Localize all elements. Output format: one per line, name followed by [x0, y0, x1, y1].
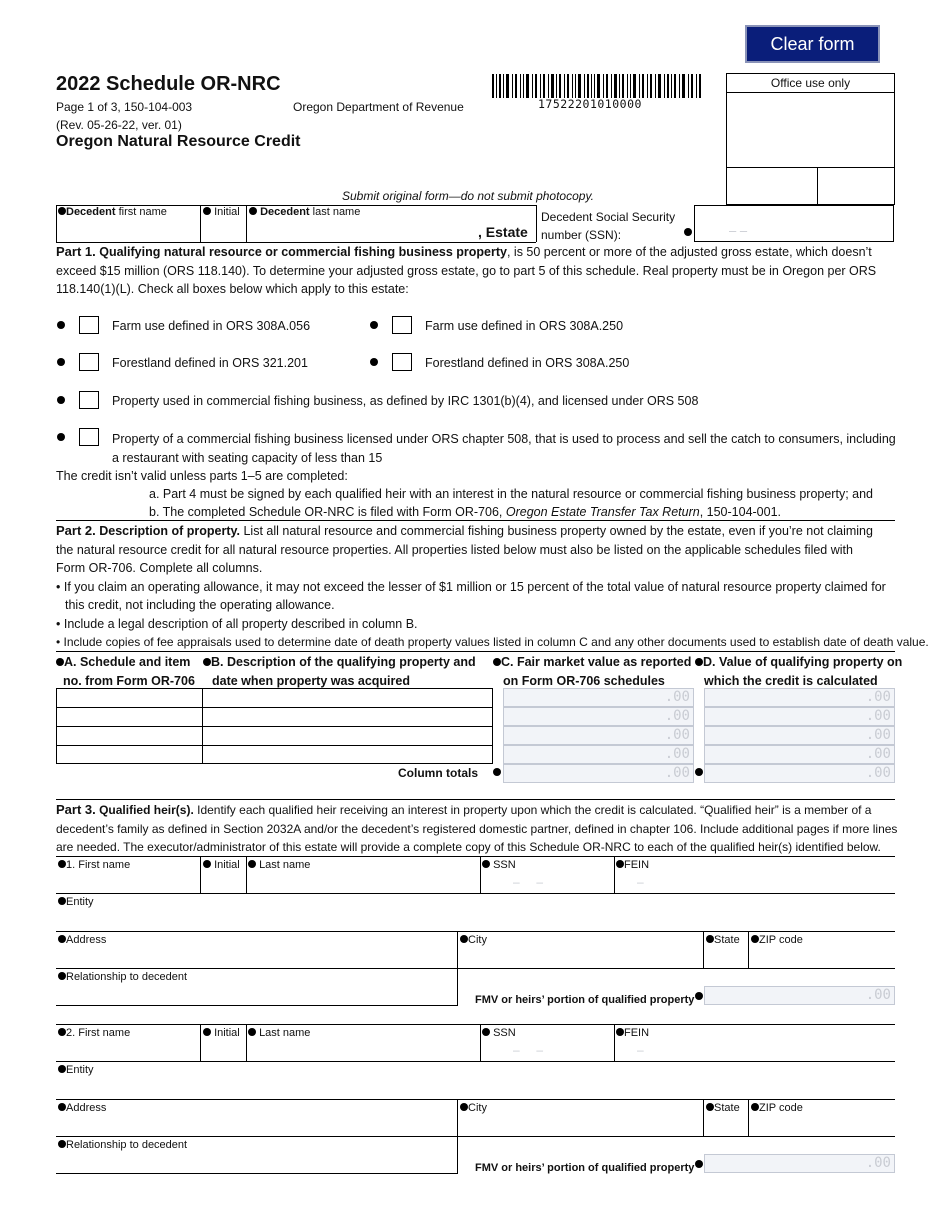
row4-description-input[interactable]: [203, 746, 492, 763]
heir-2-fein-input[interactable]: –: [637, 1043, 644, 1057]
row3-description-input[interactable]: [203, 727, 492, 745]
option-farm-308a056: Farm use defined in ORS 308A.056: [112, 319, 311, 333]
heir-2-last-name-label: Last name: [248, 1027, 310, 1039]
decedent-first-name-label: Decedent first name: [58, 206, 167, 218]
heir-1-entity-input[interactable]: [57, 909, 894, 929]
heir-2-address-label: Address: [58, 1102, 106, 1114]
col-a-header: A. Schedule and item no. from Form OR-706: [56, 653, 195, 691]
office-use-box: [726, 73, 895, 205]
office-use-label: Office use only: [727, 74, 894, 93]
heir-1-fein-input[interactable]: –: [637, 875, 644, 889]
heir-1-fmv-input[interactable]: .00: [704, 986, 895, 1005]
heir-1-city-input[interactable]: [458, 947, 702, 967]
barcode-number: 17522201010000: [538, 97, 642, 111]
heir-2-first-name-input[interactable]: [57, 1040, 199, 1060]
row2-schedule-input[interactable]: [57, 708, 202, 726]
row3-schedule-input[interactable]: [57, 727, 202, 745]
heir-1-address-input[interactable]: [57, 947, 456, 967]
checkbox-fishing-processing[interactable]: [79, 428, 99, 446]
row4-schedule-input[interactable]: [57, 746, 202, 763]
condition-b: b. The completed Schedule OR-NRC is filed with Form OR-706, Oregon Estate Transfer Tax Return, 150-104-001.: [149, 505, 782, 519]
heir-1-fmv-label: FMV or heirs’ portion of qualified property: [475, 994, 695, 1006]
heir-2-last-name-input[interactable]: [247, 1040, 479, 1060]
heir-2-state-input[interactable]: [704, 1115, 747, 1135]
column-totals-label: Column totals: [398, 766, 478, 780]
heir-2-zip-label: ZIP code: [751, 1102, 803, 1114]
row1-fmv-input[interactable]: .00: [503, 688, 694, 707]
decedent-ssn-label: Decedent Social Security number (SSN):: [541, 210, 676, 242]
clear-form-label: Clear form: [770, 34, 855, 54]
heir-2-first-name-label: 2. First name: [58, 1027, 130, 1039]
heir-2-entity-input[interactable]: [57, 1077, 894, 1097]
estate-label: , Estate: [478, 224, 528, 240]
col-b-header: B. Description of the qualifying property and date when property was acquired: [203, 653, 476, 691]
checkbox-farm-308a250[interactable]: [392, 316, 412, 334]
heir-2-fein-label: FEIN: [616, 1027, 649, 1039]
part3-intro: Part 3. Qualified heir(s). Identify each qualified heir receiving an interest in property upon which the credit is calculated. “Qualified heir” is a member of a decedent’s family as defined in Section 2032A and/or the decedent’s registered domestic partner, defined in chapter 106. Include additional pages if more lines are needed. The executor/administrator of this estate will provide a complete copy of this Schedule OR-NRC to each of the qualified heir(s) identified below.: [56, 802, 898, 854]
option-farm-308a250: Farm use defined in ORS 308A.250: [425, 319, 624, 333]
decedent-initial-input[interactable]: [201, 220, 245, 241]
row3-fmv-input[interactable]: .00: [503, 726, 694, 745]
heir-2-city-label: City: [460, 1102, 487, 1114]
col-c-header: C. Fair market value as reported on Form OR-706 schedules: [493, 653, 691, 691]
heir-2-initial-input[interactable]: [201, 1040, 245, 1060]
heir-2-relationship-input[interactable]: [57, 1152, 456, 1172]
checkbox-farm-308a056[interactable]: [79, 316, 99, 334]
heir-2-entity-label: Entity: [58, 1064, 94, 1076]
option-forest-321201: Forestland defined in ORS 321.201: [112, 356, 308, 370]
heir-1-zip-input[interactable]: [749, 947, 894, 967]
row1-description-input[interactable]: [203, 689, 492, 707]
row1-schedule-input[interactable]: [57, 689, 202, 707]
heir-2-state-label: State: [706, 1102, 740, 1114]
heir-2-fmv-input[interactable]: .00: [704, 1154, 895, 1173]
row2-qualifying-value-input[interactable]: .00: [704, 707, 895, 726]
decedent-last-name-input[interactable]: [247, 220, 475, 241]
heir-1-first-name-input[interactable]: [57, 872, 199, 892]
heir-2-ssn-label: SSN: [482, 1027, 516, 1039]
heir-2-city-input[interactable]: [458, 1115, 702, 1135]
heir-1-state-label: State: [706, 934, 740, 946]
page-info: Page 1 of 3, 150-104-003: [56, 100, 193, 114]
heir-1-ssn-label: SSN: [482, 859, 516, 871]
heir-1-zip-label: ZIP code: [751, 934, 803, 946]
heir-2-address-input[interactable]: [57, 1115, 456, 1135]
heir-1-block: [0, 856, 950, 1006]
clear-form-button[interactable]: [745, 25, 880, 63]
validity-note: The credit isn’t valid unless parts 1–5 are completed:: [56, 469, 348, 483]
heir-2-ssn-input[interactable]: – –: [513, 1043, 544, 1057]
heir-1-initial-input[interactable]: [201, 872, 245, 892]
submit-note: Submit original form—do not submit photocopy.: [342, 189, 594, 203]
row2-description-input[interactable]: [203, 708, 492, 726]
heir-1-ssn-input[interactable]: – –: [513, 875, 544, 889]
heir-1-initial-label: Initial: [203, 859, 240, 871]
heir-1-first-name-label: 1. First name: [58, 859, 130, 871]
option-fishing-processing: Property of a commercial fishing business licensed under ORS chapter 508, that is used to process and sell the catch to consumers, including a restaurant with seating capacity of less than 15: [112, 432, 896, 465]
total-qualifying-value-input[interactable]: .00: [704, 764, 895, 783]
heir-1-last-name-label: Last name: [248, 859, 310, 871]
form-subtitle: Oregon Natural Resource Credit: [56, 133, 301, 150]
heir-1-relationship-label: Relationship to decedent: [58, 971, 187, 983]
row4-qualifying-value-input[interactable]: .00: [704, 745, 895, 764]
row3-qualifying-value-input[interactable]: .00: [704, 726, 895, 745]
form-title: 2022 Schedule OR-NRC: [56, 73, 281, 95]
revision: (Rev. 05-26-22, ver. 01): [56, 118, 182, 132]
checkbox-fishing-business[interactable]: [79, 391, 99, 409]
heir-1-state-input[interactable]: [704, 947, 747, 967]
heir-2-relationship-label: Relationship to decedent: [58, 1139, 187, 1151]
total-fmv-input[interactable]: .00: [503, 764, 694, 783]
heir-2-block: [0, 1024, 950, 1174]
heir-2-initial-label: Initial: [203, 1027, 240, 1039]
part2-intro: Part 2. Description of property. List all natural resource and commercial fishing business property owned by the estate, even if you’re not claiming the natural resource credit for all natural resource properties. All properties listed below must also be listed on the applicable schedules filed with Form OR-706. Complete all columns. • If you claim an operating allowance, it may not exceed the lesser of $1 million or 15 percent of the total value of natural resource property claimed for this credit, not including the operating allowance. • Include a legal description of all property described in column B. • Include copies of fee appraisals used to determine date of death property values listed in column C and any other documents used to establish date of death value.: [56, 523, 929, 649]
row2-fmv-input[interactable]: .00: [503, 707, 694, 726]
decedent-initial-label: Initial: [203, 206, 240, 218]
condition-a: a. Part 4 must be signed by each qualified heir with an interest in the natural resource or commercial fishing business property; and: [149, 487, 873, 501]
decedent-ssn-input[interactable]: [694, 205, 894, 242]
checkbox-forest-308a250[interactable]: [392, 353, 412, 371]
decedent-last-name-label: Decedent last name: [249, 206, 360, 218]
row4-fmv-input[interactable]: .00: [503, 745, 694, 764]
heir-2-fmv-label: FMV or heirs’ portion of qualified property: [475, 1162, 695, 1174]
heir-1-fein-label: FEIN: [616, 859, 649, 871]
row1-qualifying-value-input[interactable]: .00: [704, 688, 895, 707]
option-fishing-business: Property used in commercial fishing business, as defined by IRC 1301(b)(4), and licensed under ORS 508: [112, 394, 699, 408]
heir-1-entity-label: Entity: [58, 896, 94, 908]
department: Oregon Department of Revenue: [293, 100, 464, 114]
part1-intro: Part 1. Qualifying natural resource or commercial fishing business property, is 50 percent or more of the adjusted gross estate, which doesn’t exceed $15 million (ORS 118.140). To determine your adjusted gross estate, go to part 5 of this schedule. Real property must be in Oregon per ORS 118.140(1)(L). Check all boxes below which apply to this estate:: [56, 244, 877, 296]
option-forest-308a250: Forestland defined in ORS 308A.250: [425, 356, 630, 370]
ssn-dashes: – –: [729, 223, 748, 238]
property-table: [56, 688, 493, 764]
heir-1-city-label: City: [460, 934, 487, 946]
checkbox-forest-321201[interactable]: [79, 353, 99, 371]
heir-1-address-label: Address: [58, 934, 106, 946]
col-d-header: D. Value of qualifying property on which the credit is calculated: [695, 653, 902, 691]
heir-1-last-name-input[interactable]: [247, 872, 479, 892]
heir-1-relationship-input[interactable]: [57, 984, 456, 1004]
barcode: [492, 74, 704, 98]
heir-2-zip-input[interactable]: [749, 1115, 894, 1135]
decedent-first-name-input[interactable]: [57, 220, 199, 241]
